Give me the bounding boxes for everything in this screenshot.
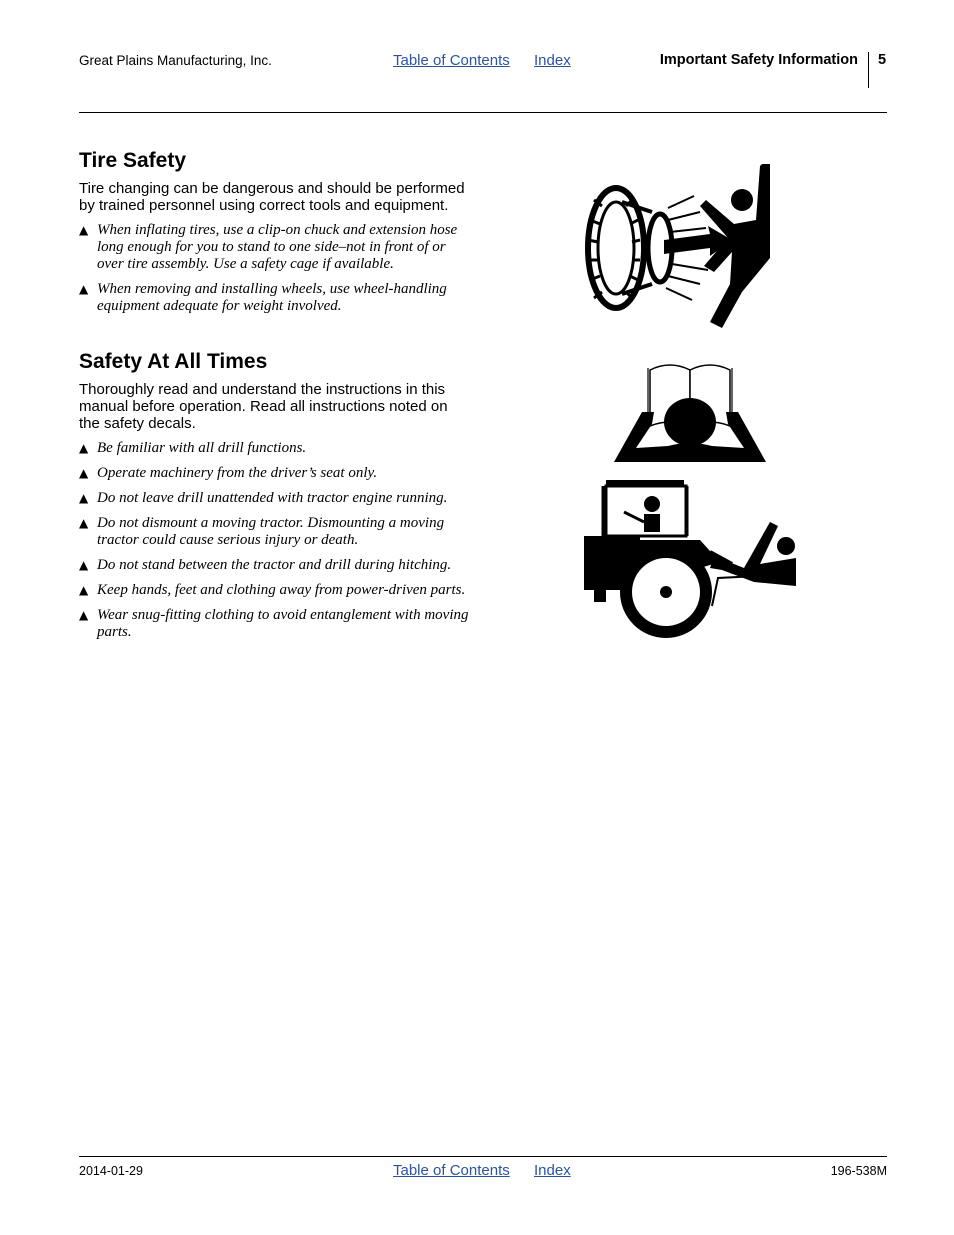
read-manual-icon — [612, 360, 768, 470]
tire-explosion-icon — [582, 160, 772, 332]
company-name: Great Plains Manufacturing, Inc. — [79, 53, 272, 68]
safety-at-all-times-bullets — [79, 440, 471, 641]
tractor-runover-icon — [580, 478, 800, 643]
tire-safety-bullets — [79, 222, 471, 315]
safety-at-all-times-intro: Thoroughly read and understand the instructions in this manual before operation. Read all instructions noted on the safety decals. — [79, 381, 448, 432]
list-item: ▲ When removing and installing wheels, use wheel-handling equipment adequate for weight involved. — [79, 281, 447, 314]
tire-safety-section — [79, 148, 471, 323]
list-item: ▲ Do not stand between the tractor and drill during hitching. — [79, 557, 452, 573]
triangle-bullet-icon: ▲ — [79, 516, 89, 530]
header-index-link[interactable]: Index — [534, 52, 571, 69]
triangle-bullet-icon: ▲ — [79, 282, 89, 296]
page-number: 5 — [878, 52, 887, 68]
list-item: ▲ Operate machinery from the driver’s seat only. — [79, 465, 378, 481]
list-item: ▲ When inflating tires, use a clip-on chuck and extension hose long enough for you to stand to one side–not in front of or over tire assembly. Use a safety cage if available. — [79, 222, 458, 272]
triangle-bullet-icon: ▲ — [79, 558, 89, 572]
triangle-bullet-icon: ▲ — [79, 441, 89, 455]
page-header — [0, 0, 954, 113]
tire-safety-heading: Tire Safety — [79, 149, 186, 172]
footer-toc-link[interactable]: Table of Contents — [393, 1162, 510, 1179]
triangle-bullet-icon: ▲ — [79, 491, 89, 505]
list-item: ▲ Be familiar with all drill functions. — [79, 440, 307, 456]
header-separator — [868, 52, 869, 88]
header-rule — [79, 112, 887, 113]
tire-safety-intro: Tire changing can be dangerous and should be performed by trained personnel using correct tools and equipment. — [79, 180, 465, 214]
triangle-bullet-icon: ▲ — [79, 223, 89, 237]
list-item: ▲ Do not dismount a moving tractor. Dismounting a moving tractor could cause serious injury or death. — [79, 515, 445, 548]
footer-index-link[interactable]: Index — [534, 1162, 571, 1179]
safety-at-all-times-section — [79, 349, 471, 649]
section-title: Important Safety Information — [659, 52, 858, 68]
header-toc-link[interactable]: Table of Contents — [393, 52, 510, 69]
document-number: 196-538M — [830, 1164, 887, 1178]
triangle-bullet-icon: ▲ — [79, 466, 89, 480]
list-item: ▲ Do not leave drill unattended with tractor engine running. — [79, 490, 448, 506]
triangle-bullet-icon: ▲ — [79, 583, 89, 597]
safety-at-all-times-heading: Safety At All Times — [79, 350, 268, 373]
triangle-bullet-icon: ▲ — [79, 608, 89, 622]
list-item: ▲ Wear snug-fitting clothing to avoid entanglement with moving parts. — [79, 607, 469, 640]
footer-rule — [79, 1156, 887, 1157]
list-item: ▲ Keep hands, feet and clothing away from power-driven parts. — [79, 582, 466, 598]
footer-date: 2014-01-29 — [79, 1164, 143, 1178]
